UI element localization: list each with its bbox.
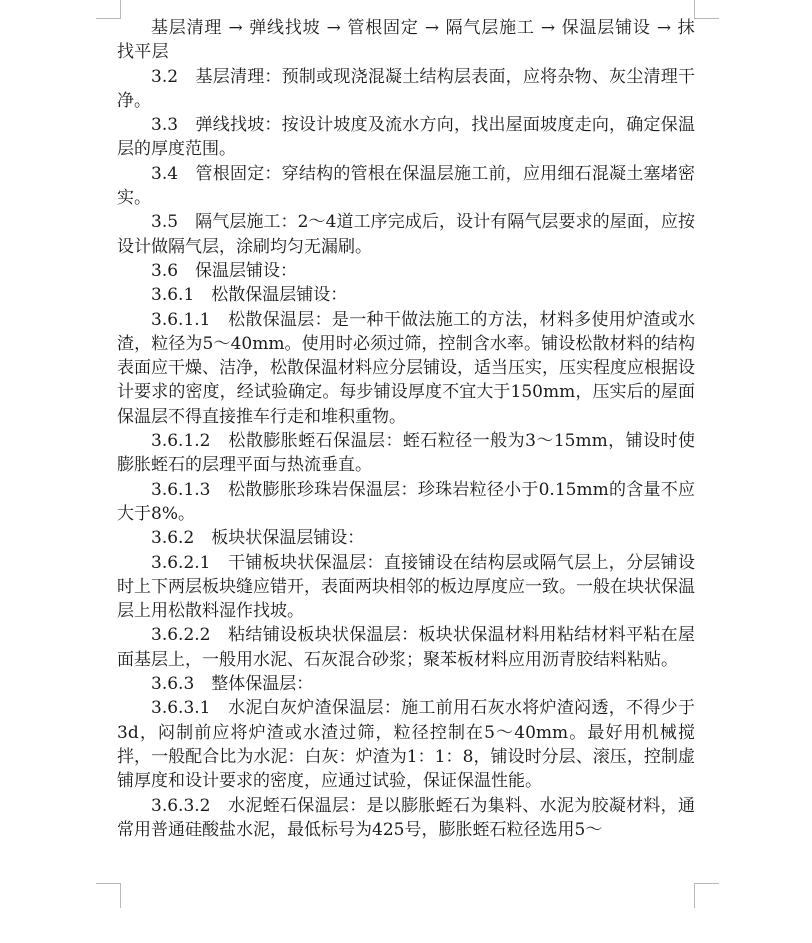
document-body — [117, 16, 695, 842]
heading-3-6: 3.6 保温层铺设： — [151, 260, 298, 281]
paragraph-3-6-2-2: 3.6.2.2 粘结铺设板块状保温层：板块状保温材料用粘结材料平粘在屋面基层上，一般用水泥、石灰混合砂浆；聚苯板材料应用沥青胶结料粘贴。 — [117, 625, 695, 670]
heading-3-6-1: 3.6.1 松散保温层铺设： — [151, 285, 348, 306]
crop-mark-bottom-right — [694, 883, 719, 908]
paragraph-3-5: 3.5 隔气层施工：2～4道工序完成后，设计有隔气层要求的屋面，应按设计做隔气层，涂刷均匀无漏刷。 — [117, 212, 695, 257]
paragraph-3-6-3-1: 3.6.3.1 水泥白灰炉渣保温层：施工前用石灰水将炉渣闷透，不得少于3d，闷制前应将炉渣或水渣过筛，粒径控制在5～40mm。最好用机械搅拌，一般配合比为水泥：白灰：炉渣为1：1：8，铺设时分层、滚压，控制虚铺厚度和设计要求的密度，应通过试验，保证保温性能。 — [117, 698, 695, 792]
paragraph-3-2: 3.2 基层清理：预制或现浇混凝土结构层表面，应将杂物、灰尘清理干净。 — [117, 66, 695, 111]
paragraph-3-3: 3.3 弹线找坡：按设计坡度及流水方向，找出屋面坡度走向，确定保温层的厚度范围。 — [117, 115, 695, 160]
paragraph-3-6-2-1: 3.6.2.1 干铺板块状保温层：直接铺设在结构层或隔气层上，分层铺设时上下两层板块缝应错开，表面两块相邻的板边厚度应一致。一般在块状保温层上用松散料湿作找坡。 — [117, 552, 695, 622]
process-flow-line: 基层清理 → 弹线找坡 → 管根固定 → 隔气层施工 → 保温层铺设 → 抹找平层 — [117, 18, 695, 63]
heading-3-6-3: 3.6.3 整体保温层： — [151, 674, 314, 695]
paragraph-3-6-1-3: 3.6.1.3 松散膨胀珍珠岩保温层：珍珠岩粒径小于0.15mm的含量不应大于8%。 — [117, 479, 695, 524]
paragraph-3-4: 3.4 管根固定：穿结构的管根在保温层施工前，应用细石混凝土塞堵密实。 — [117, 163, 695, 209]
paragraph-3-6-1-1: 3.6.1.1 松散保温层：是一种干做法施工的方法，材料多使用炉渣或水渣，粒径为5～40mm。使用时必须过筛，控制含水率。铺设松散材料的结构表面应干燥、洁净，松散保温材料应分层铺设，适当压实，压实程度应根据设计要求的密度，经试验确定。每步铺设厚度不宜大于150mm，压实后的屋面保温层不得直接推车行走和堆积重物。 — [117, 309, 695, 427]
crop-mark-top-right — [694, 0, 719, 19]
heading-3-6-2: 3.6.2 板块状保温层铺设： — [151, 528, 365, 549]
crop-mark-bottom-left — [96, 883, 121, 908]
paragraph-3-6-3-2: 3.6.3.2 水泥蛭石保温层：是以膨胀蛭石为集料、水泥为胶凝材料，通常用普通硅酸盐水泥，最低标号为425号，膨胀蛭石粒径选用5～ — [117, 795, 695, 840]
paragraph-3-6-1-2: 3.6.1.2 松散膨胀蛭石保温层：蛭石粒径一般为3～15mm，铺设时使膨胀蛭石的层理平面与热流垂直。 — [117, 431, 695, 476]
